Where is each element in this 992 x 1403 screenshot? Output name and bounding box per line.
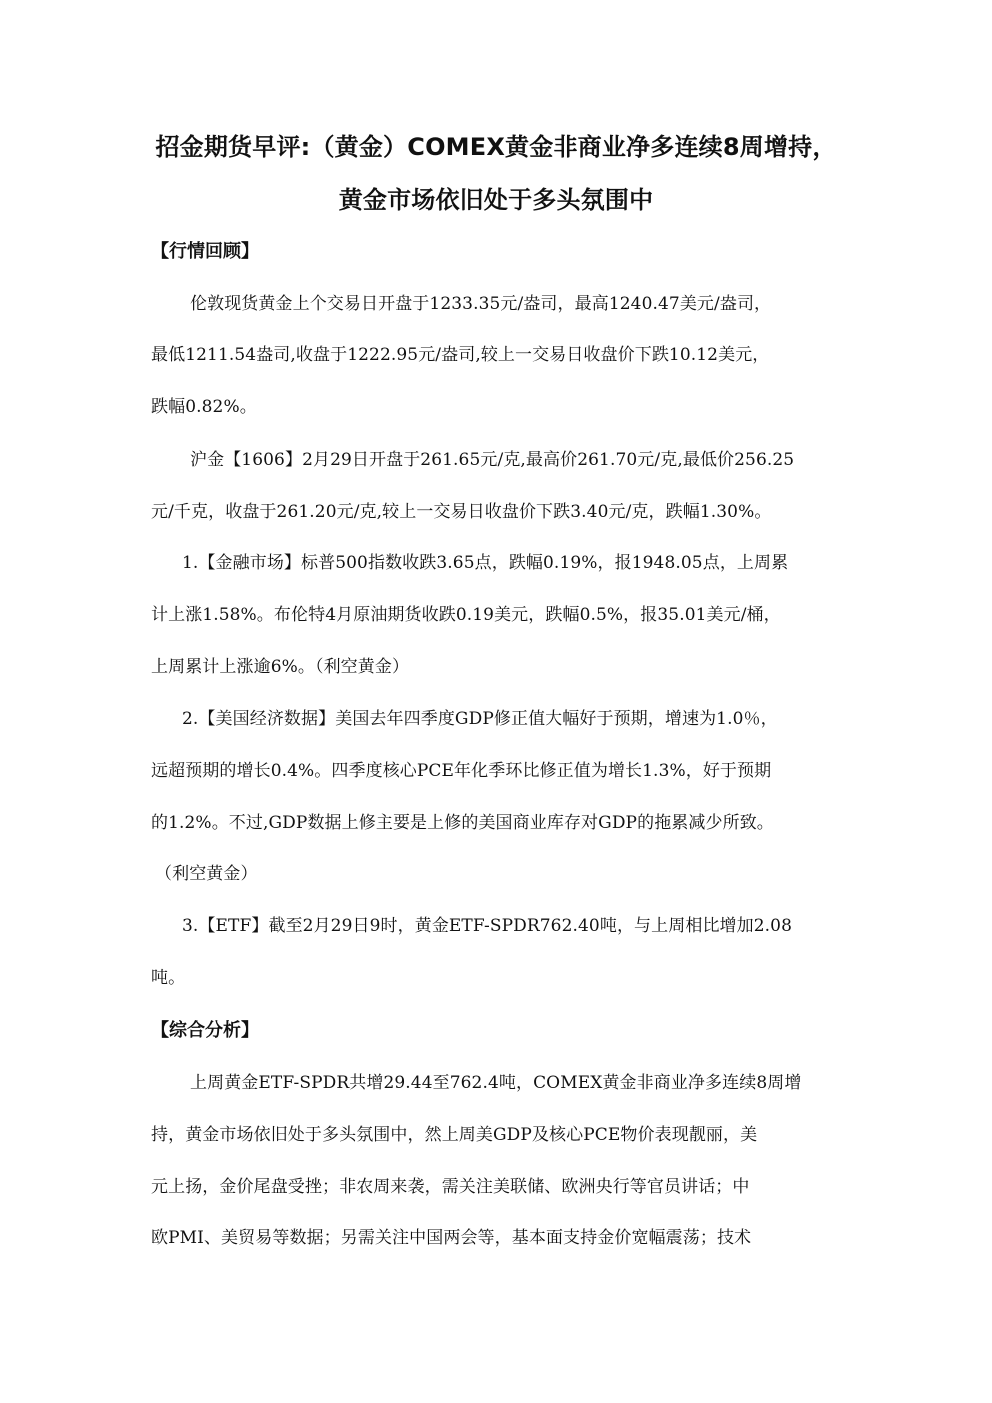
document-title-line-1: 招金期货早评:（黄金）COMEX黄金非商业净多连续8周增持，: [155, 133, 837, 161]
document-title-line-2: 黄金市场依旧处于多头氛围中: [338, 186, 654, 214]
review-p2-line-2: 元/千克，收盘于261.20元/克,较上一交易日收盘价下跌3.40元/克，跌幅1.30%。: [151, 502, 772, 522]
review-p5-line-2: 吨。: [151, 968, 186, 988]
review-p4-line-2: 远超预期的增长0.4%。四季度核心PCE年化季环比修正值为增长1.3%，好于预期: [151, 761, 772, 781]
section-heading-analysis: 【综合分析】: [151, 1020, 259, 1041]
section-heading-review: 【行情回顾】: [151, 241, 259, 262]
review-p2-line-1: 沪金【1606】2月29日开盘于261.65元/克,最高价261.70元/克,最低价256.25: [190, 450, 795, 470]
review-p1-line-2: 最低1211.54盎司,收盘于1222.95元/盎司,较上一交易日收盘价下跌10.12美元，: [151, 345, 770, 365]
analysis-p1-line-3: 元上扬，金价尾盘受挫；非农周来袭，需关注美联储、欧洲央行等官员讲话；中: [151, 1177, 750, 1197]
review-p1-line-3: 跌幅0.82%。: [151, 397, 257, 417]
review-p4-line-4: （利空黄金）: [155, 864, 258, 884]
review-p1-line-1: 伦敦现货黄金上个交易日开盘于1233.35元/盎司，最高1240.47美元/盎司，: [190, 294, 772, 314]
review-p5-line-1: 3.【ETF】截至2月29日9时，黄金ETF-SPDR762.40吨，与上周相比增加2.08: [182, 916, 792, 936]
review-p3-line-2: 计上涨1.58%。布伦特4月原油期货收跌0.19美元，跌幅0.5%，报35.01美元/桶，: [151, 605, 781, 625]
analysis-p1-line-2: 持，黄金市场依旧处于多头氛围中，然上周美GDP及核心PCE物价表现靓丽，美: [151, 1125, 758, 1145]
analysis-p1-line-4: 欧PMI、美贸易等数据；另需关注中国两会等，基本面支持金价宽幅震荡；技术: [151, 1228, 752, 1248]
review-p3-line-3: 上周累计上涨逾6%。（利空黄金）: [151, 657, 410, 677]
review-p4-line-3: 的1.2%。不过,GDP数据上修主要是上修的美国商业库存对GDP的拖累减少所致。: [151, 813, 774, 833]
review-p4-line-1: 2.【美国经济数据】美国去年四季度GDP修正值大幅好于预期，增速为1.0％，: [182, 709, 778, 729]
review-p3-line-1: 1.【金融市场】标普500指数收跌3.65点，跌幅0.19%，报1948.05点，上周累: [182, 553, 789, 573]
analysis-p1-line-1: 上周黄金ETF-SPDR共增29.44至762.4吨，COMEX黄金非商业净多连续8周增: [190, 1073, 802, 1093]
